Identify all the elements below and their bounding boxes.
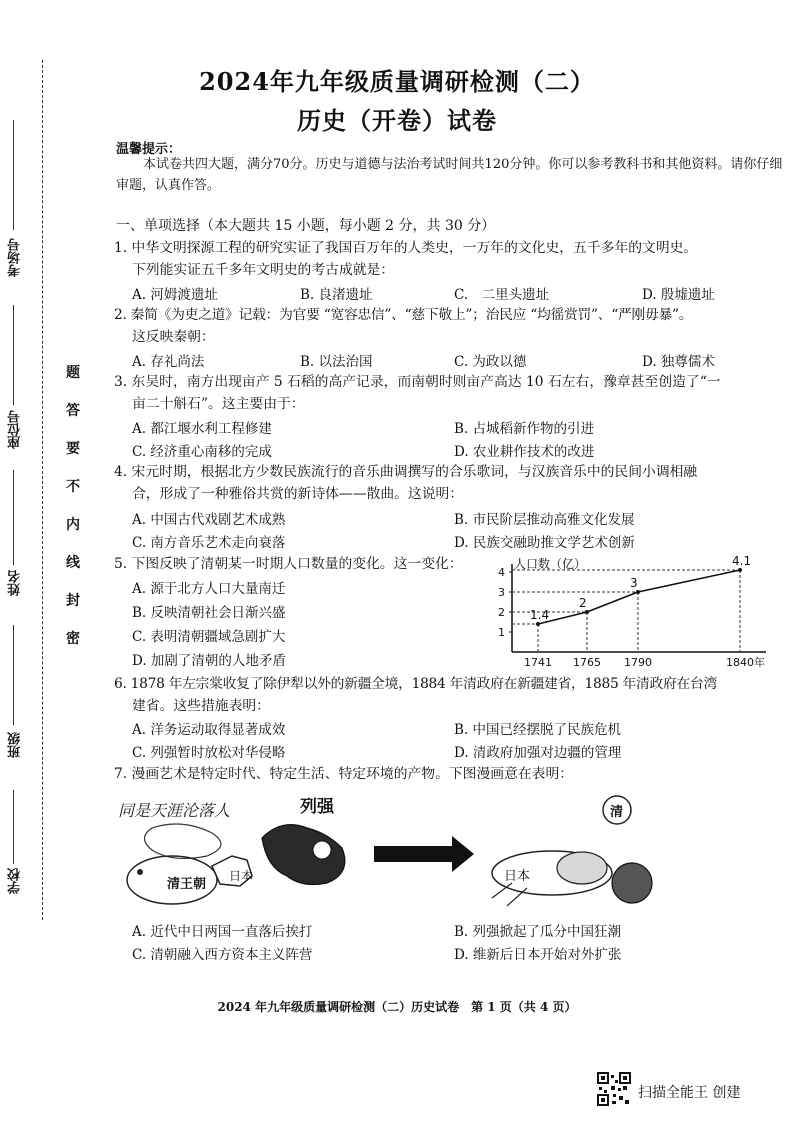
exam-room-blank[interactable]: [13, 120, 14, 230]
q5-option-a[interactable]: A. 源于北方人口大量南迁: [132, 581, 286, 597]
q7-option-a[interactable]: A. 近代中日两国一直落后挨打: [132, 924, 313, 940]
q4-option-d[interactable]: D. 民族交融助推文学艺术创新: [454, 535, 635, 551]
q2-option-c[interactable]: C. 为政以德: [454, 354, 527, 370]
seal-char-3: 要: [66, 441, 80, 457]
q7-option-d[interactable]: D. 维新后日本开始对外扩张: [454, 947, 622, 963]
q3-option-d[interactable]: D. 农业耕作技术的改进: [454, 444, 595, 460]
q6-stem-line2: 建省。这些措施表明：: [132, 698, 270, 714]
chart-point-1741: [536, 622, 540, 626]
q1-option-c[interactable]: C. 二里头遗址: [454, 287, 550, 303]
q3-stem-line2: 亩二十斛石”。这主要由于：: [132, 396, 305, 412]
chart-x-tick-label-1790: 1790: [623, 656, 652, 668]
seal-char-8: 密: [66, 631, 80, 647]
seal-char-4: 不: [66, 479, 80, 495]
q6-stem-line1: 6. 1878 年左宗棠收复了除伊犁以外的新疆全境，1884 年清政府在新疆建省，1885 年清政府在台湾: [114, 676, 718, 692]
chart-x-tick-label-1765: 1765: [572, 656, 601, 668]
chart-x-tick-label-1840: 1840年: [726, 656, 765, 668]
chart-point-1840: [738, 568, 742, 572]
q7-option-b[interactable]: B. 列强掀起了瓜分中国狂潮: [454, 924, 622, 940]
q2-option-d[interactable]: D. 独尊儒术: [642, 354, 715, 370]
chart-series-line: [538, 570, 740, 624]
q3-option-c[interactable]: C. 经济重心南移的完成: [132, 444, 272, 460]
seat-blank[interactable]: [13, 305, 14, 405]
seat-label: 座位号: [8, 410, 23, 449]
q6-option-a[interactable]: A. 洋务运动取得显著成效: [132, 722, 286, 738]
school-blank[interactable]: [13, 790, 14, 864]
cartoon-label-qing-right: 清: [610, 805, 624, 820]
population-chart: [478, 556, 778, 668]
chart-y-label: 人口数（亿）: [514, 557, 587, 571]
name-blank[interactable]: [13, 470, 14, 565]
chart-x-tick-label-1741: 1741: [524, 656, 552, 668]
seal-char-5: 内: [66, 517, 80, 533]
q6-option-b[interactable]: B. 中国已经摆脱了民族危机: [454, 722, 622, 738]
page-footer: 2024 年九年级质量调研检测（二）历史试卷 第 1 页（共 4 页）: [217, 1000, 577, 1014]
chart-value-label-1840: 4.1: [732, 556, 752, 568]
q2-stem-line1: 2. 秦简《为吏之道》记载：为官要 “宽容忠信”、“慈下敬上”；治民应 “均徭赏罚”、“严刚毋暴”。: [114, 307, 693, 323]
name-label: 姓名: [8, 570, 23, 596]
q1-option-a[interactable]: A. 河姆渡遗址: [132, 287, 218, 303]
q1-stem-line1: 1. 中华文明探源工程的研究实证了我国百万年的人类史，一万年的文化史，五千多年的文明史。: [114, 240, 698, 256]
q4-stem-line2: 合，形成了一种雅俗共赏的新诗体——散曲。这说明：: [132, 486, 464, 502]
exam-title: 2024年九年级质量调研检测（二）: [199, 67, 595, 96]
q7-option-c[interactable]: C. 清朝融入西方资本主义阵营: [132, 947, 313, 963]
speech-bubble: [145, 824, 221, 858]
chart-y-tick-label-3: 3: [498, 586, 505, 599]
q5-option-d[interactable]: D. 加剧了清朝的人地矛盾: [132, 653, 286, 669]
chart-y-tick-label-1: 1: [498, 626, 505, 639]
chart-y-tick-label-4: 4: [498, 566, 505, 579]
seal-char-7: 封: [66, 593, 80, 609]
school-label: 学校: [8, 868, 23, 894]
q7-stem: 7. 漫画艺术是特定时代、特定生活、特定环境的产物。下图漫画意在表明：: [114, 766, 574, 782]
q1-option-b[interactable]: B. 良渚遗址: [300, 287, 373, 303]
q2-stem-line2: 这反映秦朝：: [132, 329, 215, 345]
q5-option-b[interactable]: B. 反映清朝社会日渐兴盛: [132, 605, 286, 621]
cartoon-illustration: [112, 788, 662, 918]
exam-room-label: 考场号: [8, 238, 23, 277]
q4-option-b[interactable]: B. 市民阶层推动高雅文化发展: [454, 512, 635, 528]
class-blank[interactable]: [13, 625, 14, 725]
chart-value-label-1790: 3: [629, 576, 638, 590]
seal-char-6: 线: [66, 555, 80, 571]
seal-char-2: 答: [66, 403, 80, 419]
q5-option-c[interactable]: C. 表明清朝疆域急剧扩大: [132, 629, 286, 645]
q1-option-d[interactable]: D. 殷墟遗址: [642, 287, 715, 303]
cartoon-label-powers: 列强: [300, 797, 334, 817]
qr-code-icon: [597, 1072, 631, 1106]
q3-option-a[interactable]: A. 都江堰水利工程修建: [132, 421, 272, 437]
scanner-watermark: 扫描全能王 创建: [638, 1085, 741, 1101]
binding-dashed-line: [42, 60, 43, 920]
chart-point-1790: [636, 590, 640, 594]
q1-stem-line2: 下列能实证五千多年文明史的考古成就是：: [132, 262, 395, 278]
tips-body: 本试卷共四大题，满分70分。历史与道德与法治考试时间共120分钟。你可以参考教科书和其他资料。请你仔细审题，认真作答。: [116, 157, 783, 193]
coin-figure: [612, 863, 652, 903]
section-heading: 一、单项选择（本大题共 15 小题，每小题 2 分，共 30 分）: [116, 218, 496, 234]
chart-point-1765: [585, 610, 589, 614]
q4-option-c[interactable]: C. 南方音乐艺术走向衰落: [132, 535, 286, 551]
class-label: 班级: [8, 732, 23, 758]
q6-option-c[interactable]: C. 列强暂时放松对华侵略: [132, 745, 286, 761]
transition-arrow: [374, 836, 474, 872]
cartoon-label-japan-left: 日本: [229, 869, 254, 883]
q6-option-d[interactable]: D. 清政府加强对边疆的管理: [454, 745, 622, 761]
tips-heading: 温馨提示：: [116, 142, 182, 157]
chart-y-tick-label-2: 2: [498, 606, 505, 619]
cartoon-label-japan-right: 日本: [504, 869, 531, 884]
cartoon-caption: 同是天涯沦落人: [118, 801, 231, 820]
q2-option-a[interactable]: A. 存礼尚法: [132, 354, 205, 370]
q4-stem-line1: 4. 宋元时期，根据北方少数民族流行的音乐曲调撰写的合乐歌词，与汉族音乐中的民间小调相融: [114, 464, 698, 480]
chart-value-label-1741: 1.4: [530, 608, 550, 622]
q4-option-a[interactable]: A. 中国古代戏剧艺术成熟: [132, 512, 286, 528]
q5-stem: 5. 下图反映了清朝某一时期人口数量的变化。这一变化：: [114, 556, 463, 572]
exam-subtitle: 历史（开卷）试卷: [297, 106, 497, 135]
q3-stem-line1: 3. 东吴时，南方出现亩产 5 石稻的高产记录，而南朝时则亩产高达 10 石左右，豫章甚至创造了“一: [114, 374, 721, 390]
seal-char-1: 题: [66, 365, 80, 381]
cartoon-label-qing: 清王朝: [167, 877, 207, 892]
chart-value-label-1765: 2: [578, 596, 587, 610]
q2-option-b[interactable]: B. 以法治国: [300, 354, 373, 370]
q3-option-b[interactable]: B. 占城稻新作物的引进: [454, 421, 595, 437]
powers-figure: [262, 825, 345, 885]
